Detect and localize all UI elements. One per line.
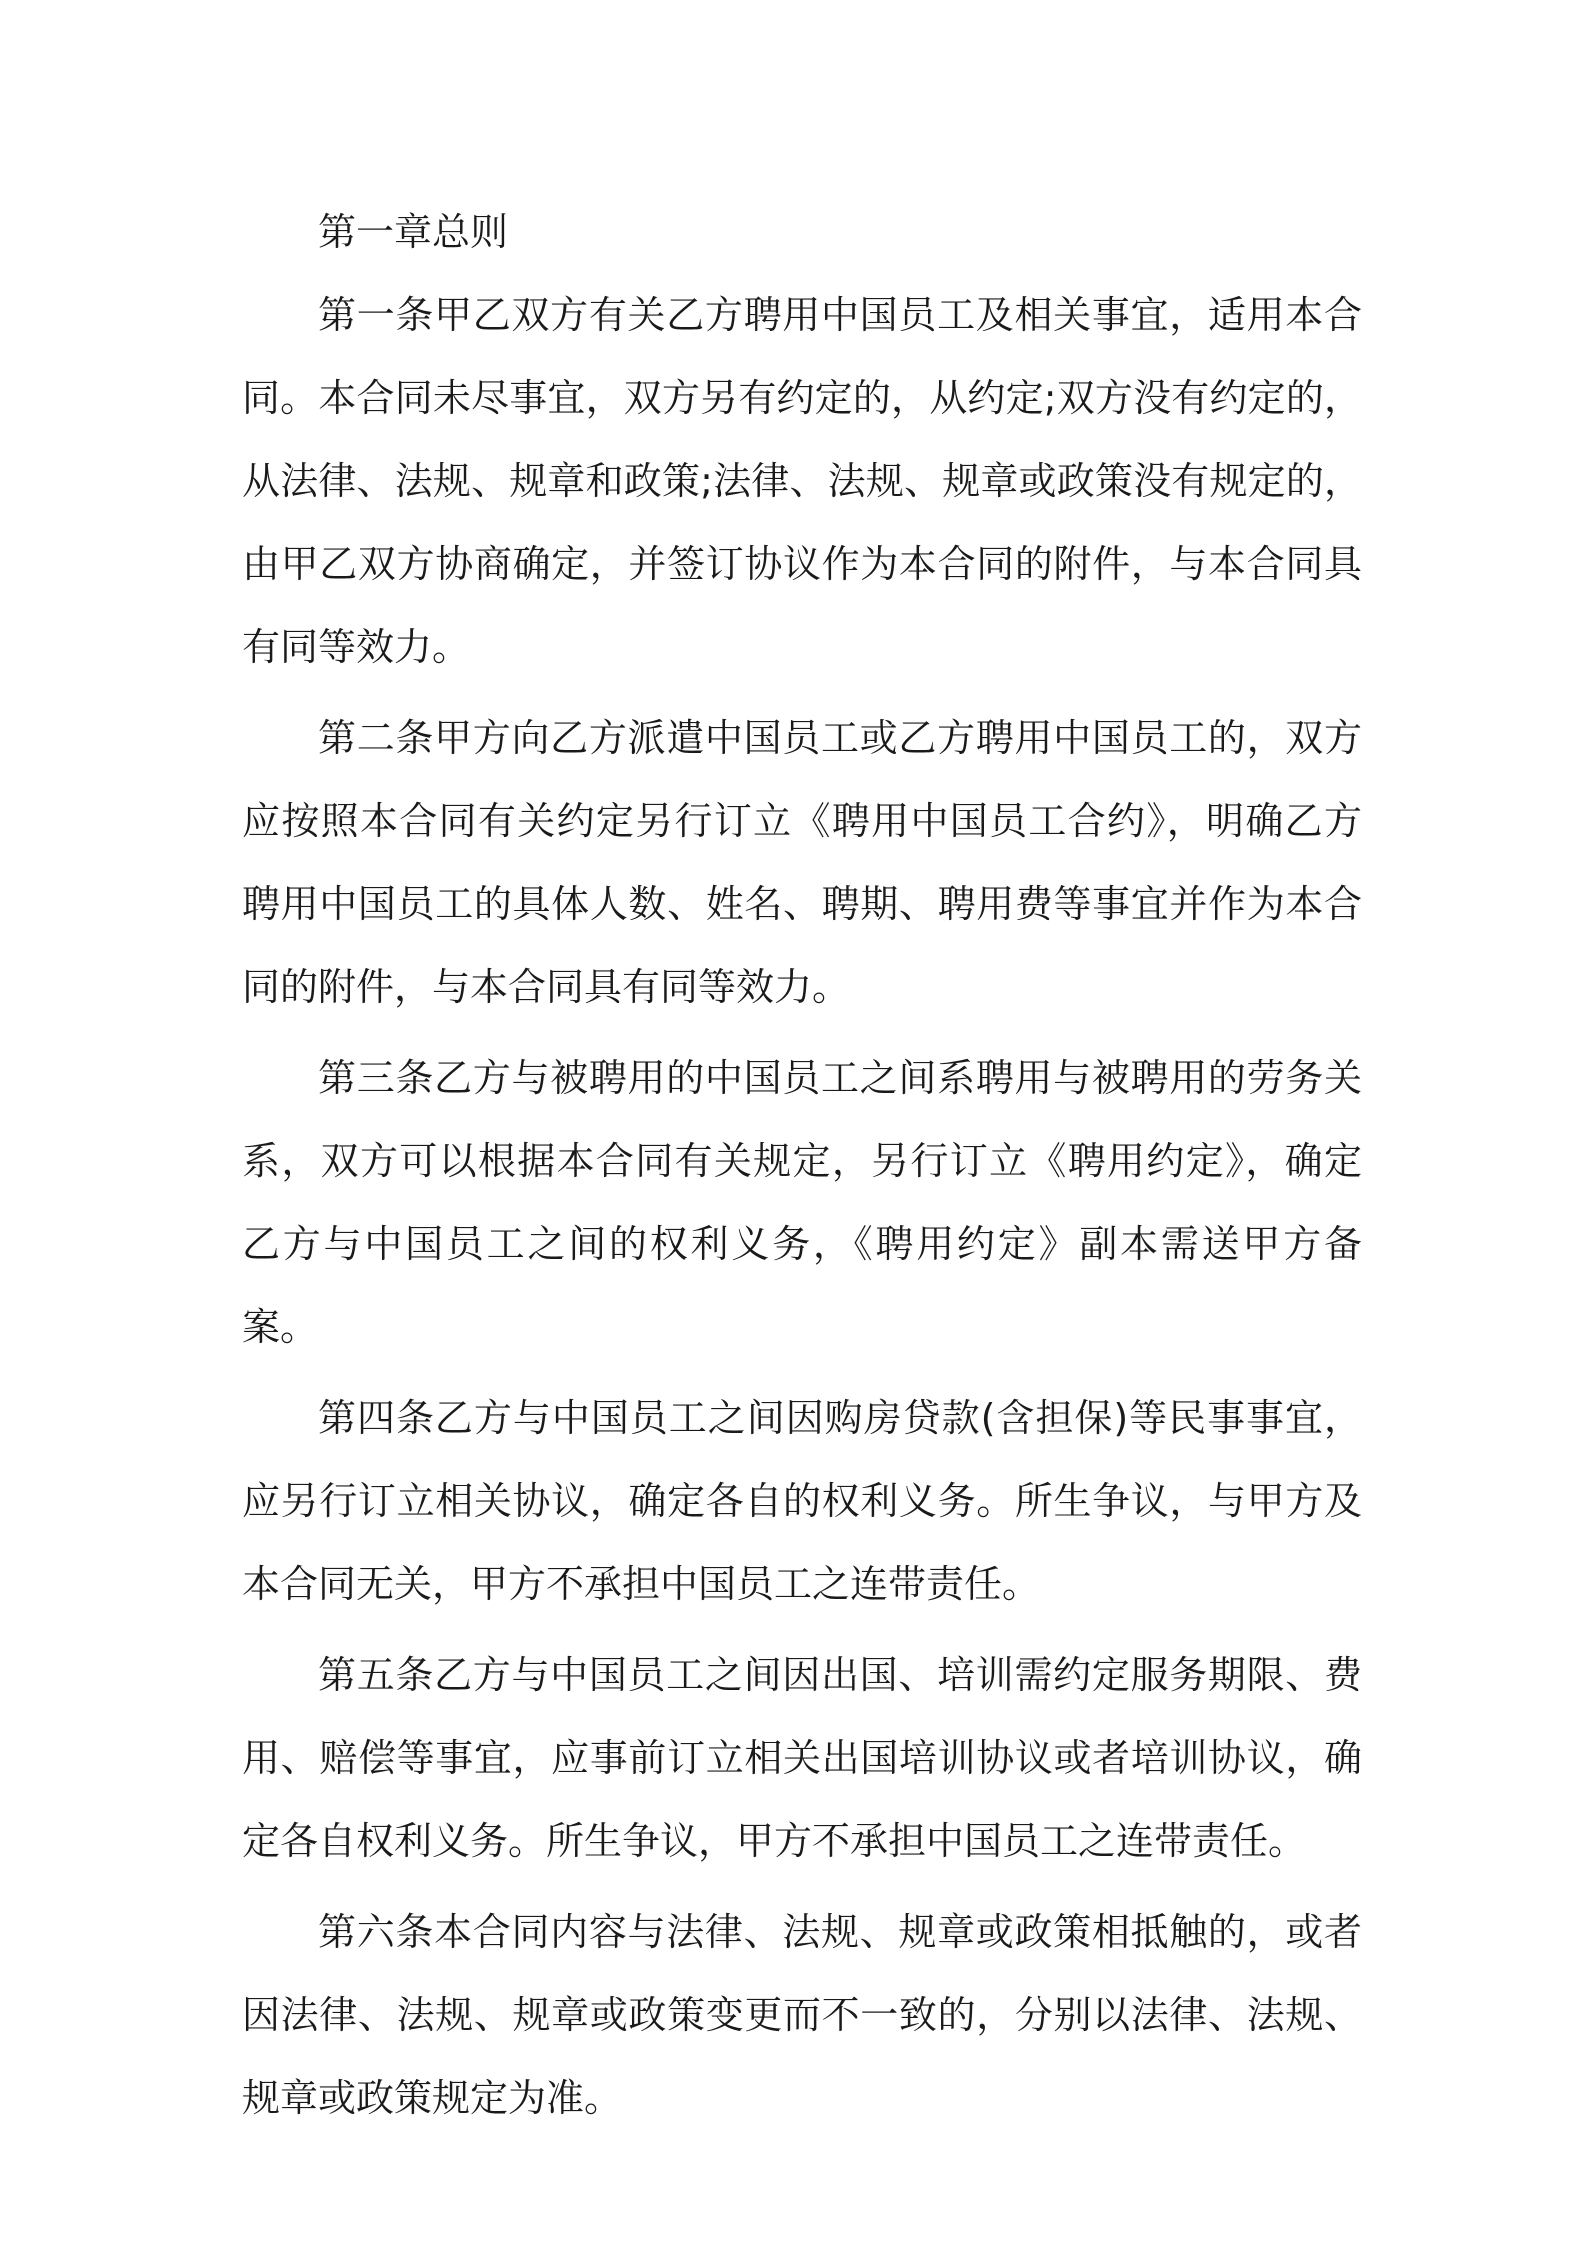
article-6: 第六条本合同内容与法律、法规、规章或政策相抵触的，或者因法律、法规、规章或政策变更而不一致的，分别以法律、法规、规章或政策规定为准。 [242, 1910, 1362, 2120]
article-2: 第二条甲方向乙方派遣中国员工或乙方聘用中国员工的，双方应按照本合同有关约定另行订立《聘用中国员工合约》，明确乙方聘用中国员工的具体人数、姓名、聘期、聘用费等事宜并作为本合同的附件，与本合同具有同等效力。 [242, 716, 1362, 1009]
article-1: 第一条甲乙双方有关乙方聘用中国员工及相关事宜，适用本合同。本合同未尽事宜，双方另有约定的，从约定;双方没有约定的，从法律、法规、规章和政策;法律、法规、规章或政策没有规定的，由甲乙双方协商确定，并签订协议作为本合同的附件，与本合同具有同等效力。 [242, 293, 1362, 669]
article-5: 第五条乙方与中国员工之间因出国、培训需约定服务期限、费用、赔偿等事宜，应事前订立相关出国培训协议或者培训协议，确定各自权利义务。所生争议，甲方不承担中国员工之连带责任。 [242, 1653, 1362, 1863]
article-4: 第四条乙方与中国员工之间因购房贷款(含担保)等民事事宜，应另行订立相关协议，确定各自的权利义务。所生争议，与甲方及本合同无关，甲方不承担中国员工之连带责任。 [242, 1396, 1362, 1606]
chapter-title: 第一章总则 [318, 210, 509, 254]
article-3: 第三条乙方与被聘用的中国员工之间系聘用与被聘用的劳务关系，双方可以根据本合同有关规定，另行订立《聘用约定》，确定乙方与中国员工之间的权利义务，《聘用约定》副本需送甲方备案。 [242, 1056, 1362, 1349]
document-body [242, 190, 1362, 2140]
